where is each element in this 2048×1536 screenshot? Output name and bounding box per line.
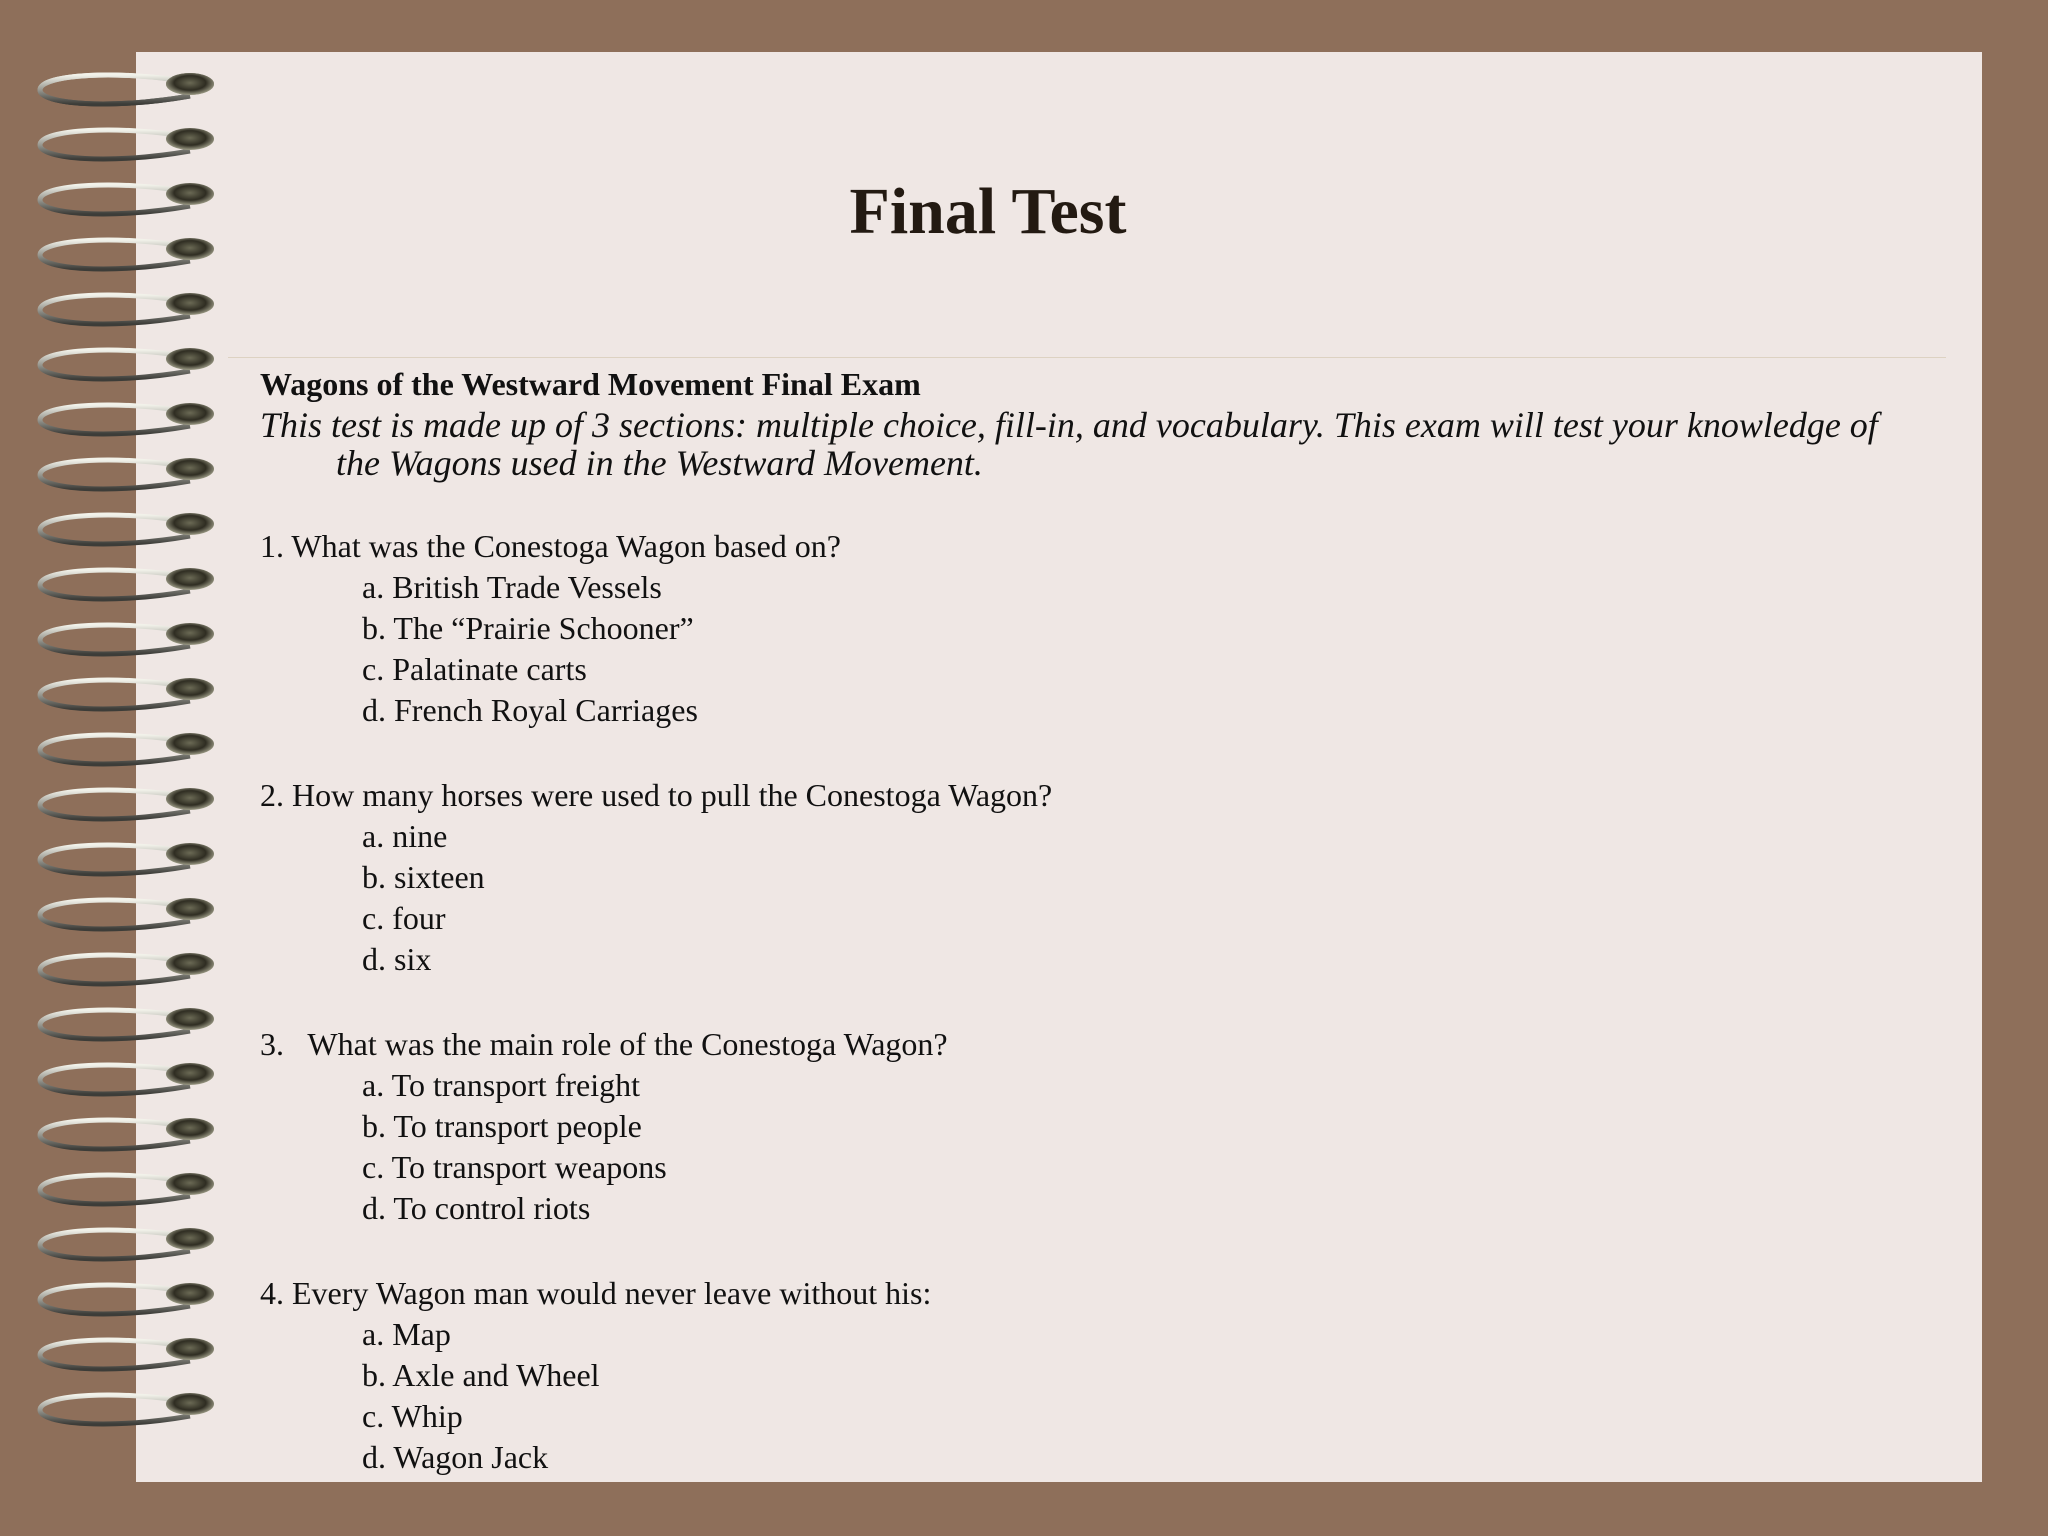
answer-option: d. To control riots (362, 1190, 591, 1226)
answer-option: a. nine (362, 818, 448, 854)
answer-option: d. six (362, 941, 432, 977)
answer-option: c. four (362, 900, 446, 936)
question-text: 4. Every Wagon man would never leave without his: (260, 1275, 932, 1311)
question-text: 2. How many horses were used to pull the Conestoga Wagon? (260, 777, 1053, 813)
question-2 (260, 775, 1920, 980)
answer-option: c. To transport weapons (362, 1149, 667, 1185)
answer-option: a. To transport freight (362, 1067, 640, 1103)
answer-option: d. Wagon Jack (362, 1439, 549, 1475)
answer-option: b. sixteen (362, 859, 485, 895)
question-1 (260, 526, 1920, 731)
title-divider (228, 357, 1946, 358)
answer-option: a. Map (362, 1316, 451, 1352)
answer-option: b. To transport people (362, 1108, 642, 1144)
question-4 (260, 1273, 1920, 1478)
answer-option: b. The “Prairie Schooner” (362, 610, 694, 646)
answer-option: d. French Royal Carriages (362, 692, 698, 728)
answer-option: a. British Trade Vessels (362, 569, 662, 605)
exam-intro: This test is made up of 3 sections: multiple choice, fill-in, and vocabulary. This exam will test your knowledge of the Wagons used in the Westward Movement. (260, 405, 1878, 483)
page-title-text: Final Test (849, 175, 1127, 248)
answer-option: c. Palatinate carts (362, 651, 587, 687)
spiral-binding-icon (0, 52, 240, 1482)
question-3 (260, 1024, 1920, 1229)
exam-content (260, 366, 1920, 1478)
answer-option: c. Whip (362, 1398, 463, 1434)
answer-option: b. Axle and Wheel (362, 1357, 600, 1393)
exam-heading: Wagons of the Westward Movement Final Exam (260, 366, 921, 402)
question-text: 3. What was the main role of the Conestoga Wagon? (260, 1026, 948, 1062)
page-title (0, 174, 2048, 250)
question-text: 1. What was the Conestoga Wagon based on? (260, 528, 841, 564)
